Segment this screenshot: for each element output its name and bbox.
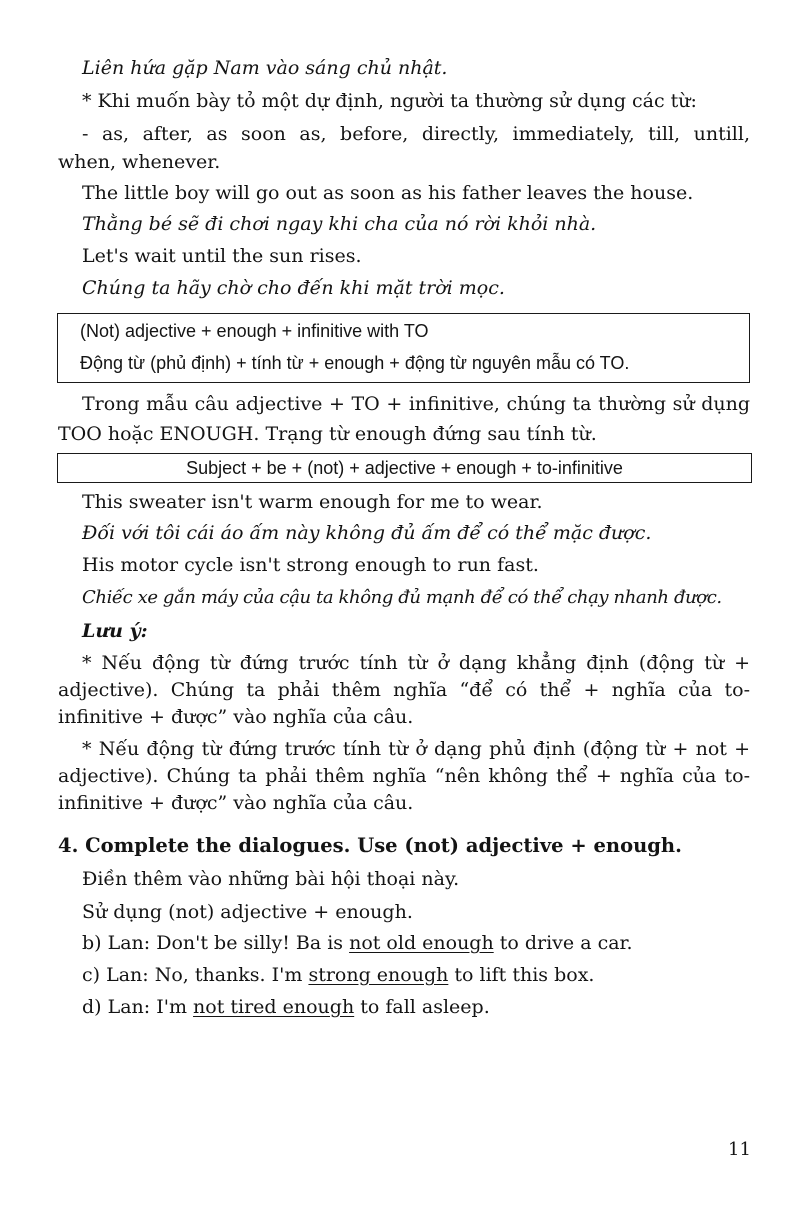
page-number: 11: [728, 1139, 751, 1160]
dialogue-suffix: to lift this box.: [448, 964, 595, 986]
dialogue-suffix: to fall asleep.: [354, 996, 490, 1018]
example-translation: Thằng bé sẽ đi chơi ngay khi cha của nó rời khỏi nhà.: [82, 213, 597, 235]
note-line: adjective). Chúng ta phải thêm nghĩa “nên không thể + nghĩa của to-: [58, 765, 750, 787]
note-line: infinitive + được” vào nghĩa của câu.: [58, 792, 414, 814]
sentence-pattern-box: [57, 453, 752, 483]
dialogue-answer-d: [82, 994, 782, 1020]
answer-text: not tired enough: [193, 996, 355, 1018]
example-sentence: Let's wait until the sun rises.: [82, 245, 362, 267]
note-line: infinitive + được” vào nghĩa của câu.: [58, 706, 414, 728]
sentence-pattern: Subject + be + (not) + adjective + enough + to-infinitive: [186, 458, 623, 478]
note-heading: Lưu ý:: [82, 620, 148, 642]
note-line: * Nếu động từ đứng trước tính từ ở dạng phủ định (động từ + not +: [82, 738, 750, 760]
explanation-line: Trong mẫu câu adjective + TO + infinitive, chúng ta thường sử dụng: [82, 393, 750, 415]
rule-vietnamese: Động từ (phủ định) + tính từ + enough + động từ nguyên mẫu có TO.: [80, 353, 630, 373]
dialogue-prefix: d) Lan: I'm: [82, 996, 194, 1018]
dialogue-answer-b: [82, 930, 782, 956]
dialogue-answer-c: [82, 962, 782, 988]
word-list-line: - as, after, as soon as, before, directly, immediately, till, untill,: [82, 123, 750, 145]
example-translation: Chiếc xe gắn máy của cậu ta không đủ mạnh để có thể chạy nhanh được.: [82, 587, 722, 608]
explanation-line: TOO hoặc ENOUGH. Trạng từ enough đứng sau tính từ.: [58, 423, 597, 445]
rule-english: (Not) adjective + enough + infinitive with TO: [80, 321, 429, 341]
answer-text: not old enough: [349, 932, 494, 954]
example-sentence: This sweater isn't warm enough for me to wear.: [82, 491, 543, 513]
word-list-line: when, whenever.: [58, 151, 221, 173]
example-translation: Chúng ta hãy chờ cho đến khi mặt trời mọc.: [82, 277, 505, 299]
dialogue-suffix: to drive a car.: [493, 932, 633, 954]
note-line: * Nếu động từ đứng trước tính từ ở dạng khẳng định (động từ +: [82, 652, 750, 674]
note-line: adjective). Chúng ta phải thêm nghĩa “để có thể + nghĩa của to-: [58, 679, 750, 701]
dialogue-prefix: c) Lan: No, thanks. I'm: [82, 964, 309, 986]
exercise-instruction: Điền thêm vào những bài hội thoại này.: [82, 868, 460, 890]
example-translation: Đối với tôi cái áo ấm này không đủ ấm để có thể mặc được.: [82, 522, 652, 544]
note-line: * Khi muốn bày tỏ một dự định, người ta thường sử dụng các từ:: [82, 90, 697, 112]
exercise-heading: 4. Complete the dialogues. Use (not) adjective + enough.: [58, 834, 682, 857]
dialogue-prefix: b) Lan: Don't be silly! Ba is: [82, 932, 350, 954]
example-sentence: The little boy will go out as soon as his father leaves the house.: [82, 182, 694, 204]
grammar-rule-box: [57, 313, 750, 383]
answer-text: strong enough: [308, 964, 449, 986]
example-sentence: His motor cycle isn't strong enough to run fast.: [82, 554, 539, 576]
exercise-instruction: Sử dụng (not) adjective + enough.: [82, 901, 413, 923]
example-translation: Liên hứa gặp Nam vào sáng chủ nhật.: [82, 57, 448, 79]
